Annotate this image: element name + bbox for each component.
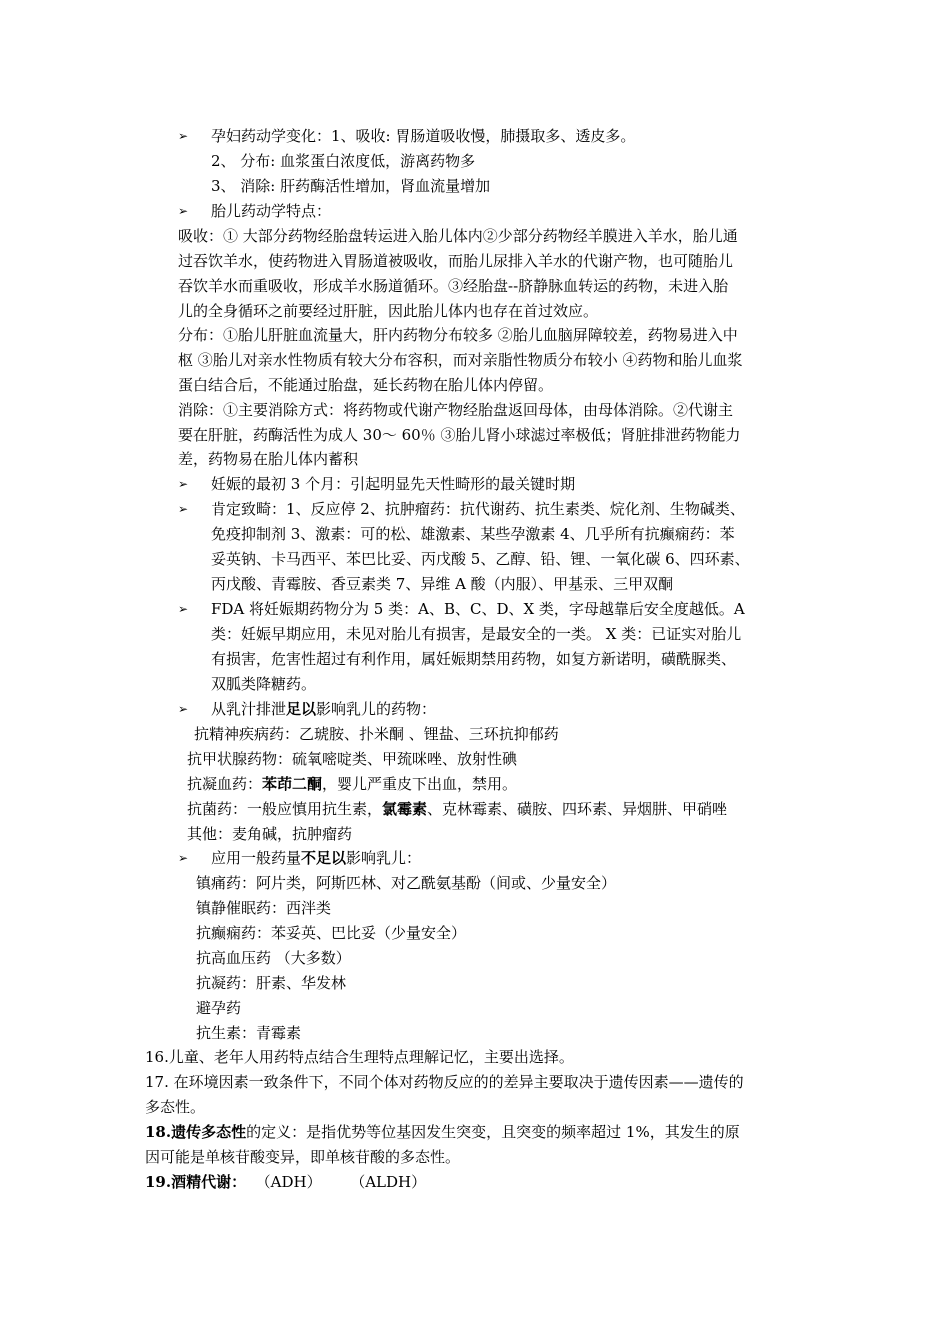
text-line: 抗癫痫药：苯妥英、巴比妥（少量安全） [196,924,467,942]
text-span: 影响乳儿： [346,849,422,867]
text-line: 其他：麦角碱，抗肿瘤药 [187,825,353,843]
text-line: 枢 ③胎儿对亲水性物质有较大分布容积，而对亲脂性物质分布较小 ④药物和胎儿血浆 [178,351,743,369]
bullet-icon: ➢ [178,702,189,716]
bold-text: 遗传多态性 [171,1123,247,1141]
text-line: 吸收：① 大部分药物经胎盘转运进入胎儿体内②少部分药物经羊膜进入羊水，胎儿通 [178,227,738,245]
text-line: 妥英钠、卡马西平、苯巴比妥、丙戊酸 5、乙醇、铅、锂、一氧化碳 6、四环素、 [211,550,750,568]
bullet-icon: ➢ [178,477,189,491]
text-line: 避孕药 [196,999,242,1017]
text-line: 类：妊娠早期应用，未见对胎儿有损害，是最安全的一类。 X 类：已证实对胎儿 [211,625,742,643]
text-span: 、克林霉素、磺胺、四环素、异烟肼、甲硝唑 [427,800,728,818]
bold-text: 氯霉素 [382,800,428,818]
text-line: 镇静催眠药：西泮类 [196,899,332,917]
text-span: 从乳汁排泄 [211,700,287,718]
text-span: ，婴儿严重皮下出血，禁用。 [322,775,518,793]
text-span: 的定义：是指优势等位基因发生突变，且突变的频率超过 1%，其发生的原 [246,1123,740,1141]
item-18-cont: 因可能是单核苷酸变异，即单核苷酸的多态性。 [145,1148,461,1166]
bullet-icon: ➢ [178,129,189,143]
text-span: 抗凝血药： [187,775,263,793]
text-span: （ADH） （ALDH） [246,1173,427,1191]
text-line: 分布：①胎儿肝脏血流量大，肝内药物分布较多 ②胎儿血脑屏障较差，药物易进入中 [178,326,738,344]
text-line: 抗凝药：肝素、华发林 [196,974,347,992]
text-line: 抗精神疾病药：乙琥胺、扑米酮 、锂盐、三环抗抑郁药 [194,725,559,743]
bullet-icon: ➢ [178,851,189,865]
text-line: 过吞饮羊水，使药物进入胃肠道被吸收，而胎儿尿排入羊水的代谢产物，也可随胎儿 [178,252,734,270]
text-line: FDA 将妊娠期药物分为 5 类：A、B、C、D、X 类，字母越靠后安全度越低。A [211,600,745,618]
text-line: 丙戊酸、青霉胺、香豆素类 7、异维 A 酸（内服）、甲基汞、三甲双酮 [211,575,674,593]
milk-intro [211,697,436,722]
text-line: 肯定致畸：1、反应停 2、抗肿瘤药：抗代谢药、抗生素类、烷化剂、生物碱类、 [211,500,745,518]
text-span: 应用一般药量 [211,849,302,867]
text-line: 胎儿药动学特点： [211,202,332,220]
antibac-line [187,797,727,822]
text-line: 抗甲状腺药物：硫氧嘧啶类、甲巯咪唑、放射性碘 [187,750,518,768]
bold-text: 苯茚二酮 [262,775,323,793]
text-line: 蛋白结合后，不能通过胎盘，延长药物在胎儿体内停留。 [178,376,554,394]
text-line: 镇痛药：阿片类，阿斯匹林、对乙酰氨基酚（间或、少量安全） [196,874,617,892]
text-line: 孕妇药动学变化：1、吸收: 胃肠道吸收慢，肺摄取多、透皮多。 [211,127,636,145]
text-line: 3、 消除: 肝药酶活性增加，肾血流量增加 [211,177,491,195]
bullet-icon: ➢ [178,502,189,516]
text-line: 吞饮羊水而重吸收，形成羊水肠道循环。③经胎盘--脐静脉血转运的药物，未进入胎 [178,277,729,295]
text-line: 差，药物易在胎儿体内蓄积 [178,450,359,468]
text-line: 要在肝脏，药酶活性为成人 30～ 60％ ③胎儿肾小球滤过率极低；肾脏排泄药物能力 [178,426,741,444]
item-19 [145,1170,426,1195]
item-16: 16.儿童、老年人用药特点结合生理特点理解记忆，主要出选择。 [145,1048,574,1066]
item-18 [145,1120,740,1145]
bold-text: 酒精代谢： [171,1173,247,1191]
text-line: 2、 分布: 血浆蛋白浓度低，游离药物多 [211,152,476,170]
text-line: 抗生素：青霉素 [196,1024,302,1042]
text-line: 消除：①主要消除方式：将药物或代谢产物经胎盘返回母体，由母体消除。②代谢主 [178,401,734,419]
general-intro [211,846,421,871]
bold-text: 18. [145,1123,172,1141]
text-span: 抗菌药：一般应慎用抗生素， [187,800,383,818]
anticoag-line [187,772,517,797]
text-span: 影响乳儿的药物： [316,700,437,718]
bullet-icon: ➢ [178,204,189,218]
text-line: 儿的全身循环之前要经过肝脏，因此胎儿体内也存在首过效应。 [178,302,599,320]
bold-text: 19. [145,1173,172,1191]
text-line: 双胍类降糖药。 [211,675,317,693]
text-line: 有损害，危害性超过有利作用，属妊娠期禁用药物，如复方新诺明，磺酰脲类、 [211,650,737,668]
text-line: 抗高血压药 （大多数） [196,949,351,967]
text-line: 免疫抑制剂 3、激素：可的松、雄激素、某些孕激素 4、几乎所有抗癫痫药：苯 [211,525,735,543]
bold-text: 不足以 [301,849,347,867]
text-line: 妊娠的最初 3 个月：引起明显先天性畸形的最关键时期 [211,475,576,493]
bullet-icon: ➢ [178,602,189,616]
item-17-cont: 多态性。 [145,1098,206,1116]
item-17: 17. 在环境因素一致条件下，不同个体对药物反应的的差异主要取决于遗传因素——遗传的 [145,1073,744,1091]
bold-text: 足以 [286,700,317,718]
